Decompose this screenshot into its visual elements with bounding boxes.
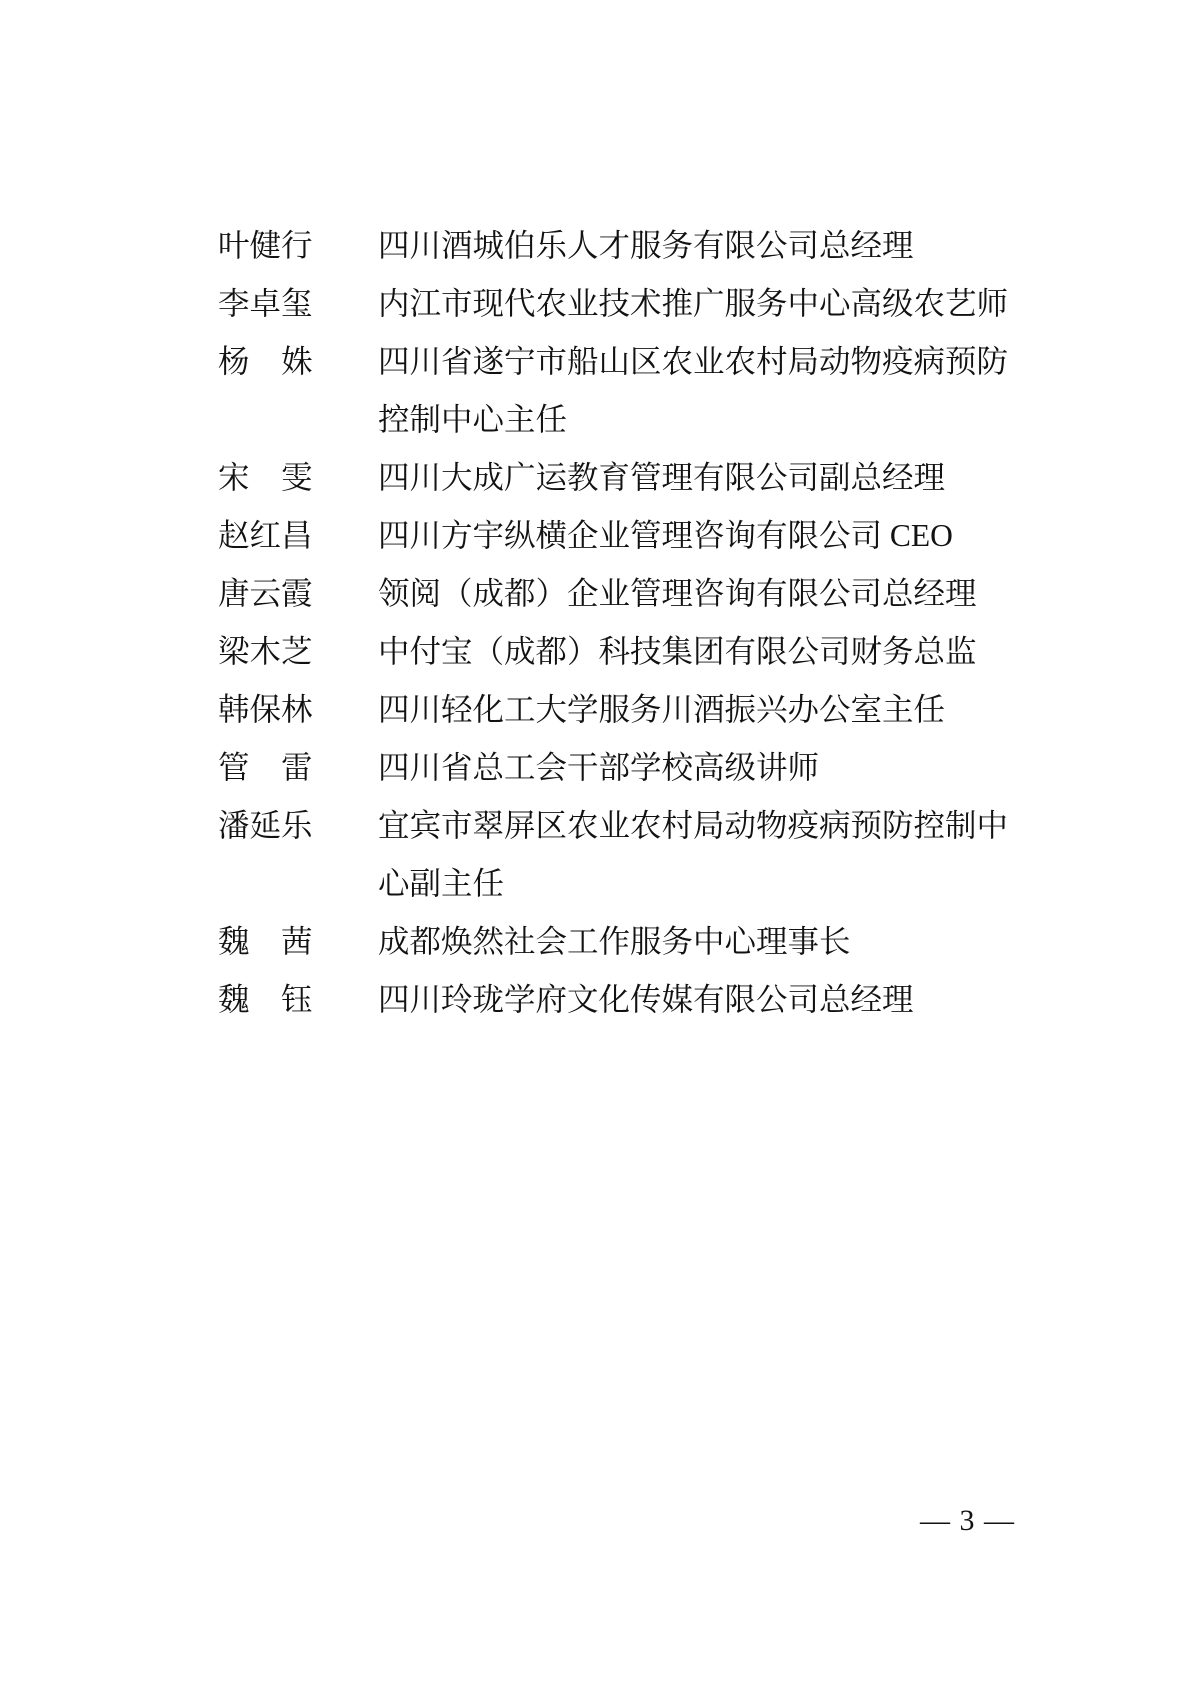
person-title-line: 中付宝（成都）科技集团有限公司财务总监 xyxy=(378,634,977,669)
roster-entry xyxy=(218,449,1008,507)
person-title xyxy=(378,507,953,565)
page-number: — 3 — xyxy=(920,1504,1015,1537)
person-title-line: 四川大成广运教育管理有限公司副总经理 xyxy=(378,460,946,495)
roster-entry xyxy=(218,507,1008,565)
person-name: 唐云霞 xyxy=(218,576,313,611)
person-title xyxy=(378,333,1008,449)
person-name: 魏 钰 xyxy=(218,982,313,1017)
roster-entry xyxy=(218,797,1008,913)
roster-entry xyxy=(218,623,1008,681)
person-title-line: 成都焕然社会工作服务中心理事长 xyxy=(378,924,851,959)
roster-entry xyxy=(218,333,1008,449)
roster-entry xyxy=(218,275,1008,333)
person-title-line: 四川玲珑学府文化传媒有限公司总经理 xyxy=(378,982,914,1017)
person-title-line: 领阅（成都）企业管理咨询有限公司总经理 xyxy=(378,576,977,611)
roster-entry xyxy=(218,739,1008,797)
roster-entry xyxy=(218,681,1008,739)
person-name: 杨 姝 xyxy=(218,344,313,379)
person-name: 李卓玺 xyxy=(218,286,313,321)
person-title xyxy=(378,449,945,507)
person-name: 管 雷 xyxy=(218,750,313,785)
person-title xyxy=(378,623,977,681)
person-title xyxy=(378,565,977,623)
person-title-line: 四川酒城伯乐人才服务有限公司总经理 xyxy=(378,228,914,263)
person-title-line: 四川方宇纵横企业管理咨询有限公司 CEO xyxy=(378,518,953,553)
person-title-line: 内江市现代农业技术推广服务中心高级农艺师 xyxy=(378,286,1009,321)
roster-entry xyxy=(218,217,1008,275)
person-title-line: 宜宾市翠屏区农业农村局动物疫病预防控制中 xyxy=(378,808,1009,843)
person-name: 魏 茜 xyxy=(218,924,313,959)
person-title-line: 四川省总工会干部学校高级讲师 xyxy=(378,750,820,785)
person-title xyxy=(378,275,1008,333)
person-title xyxy=(378,797,1008,913)
person-name: 宋 雯 xyxy=(218,460,313,495)
person-title-line: 心副主任 xyxy=(378,866,505,901)
person-name: 潘延乐 xyxy=(218,808,313,843)
person-title xyxy=(378,971,914,1029)
person-title xyxy=(378,681,945,739)
person-name: 赵红昌 xyxy=(218,518,313,553)
person-name: 韩保林 xyxy=(218,692,313,727)
person-title-line: 四川轻化工大学服务川酒振兴办公室主任 xyxy=(378,692,946,727)
person-name: 叶健行 xyxy=(218,228,313,263)
person-title xyxy=(378,739,819,797)
person-title-line: 控制中心主任 xyxy=(378,402,568,437)
roster-entry xyxy=(218,913,1008,971)
person-title-line: 四川省遂宁市船山区农业农村局动物疫病预防 xyxy=(378,344,1009,379)
roster-entry xyxy=(218,565,1008,623)
person-title xyxy=(378,217,914,275)
person-title xyxy=(378,913,851,971)
roster-entry xyxy=(218,971,1008,1029)
personnel-roster xyxy=(218,217,1008,1029)
person-name: 梁木芝 xyxy=(218,634,313,669)
